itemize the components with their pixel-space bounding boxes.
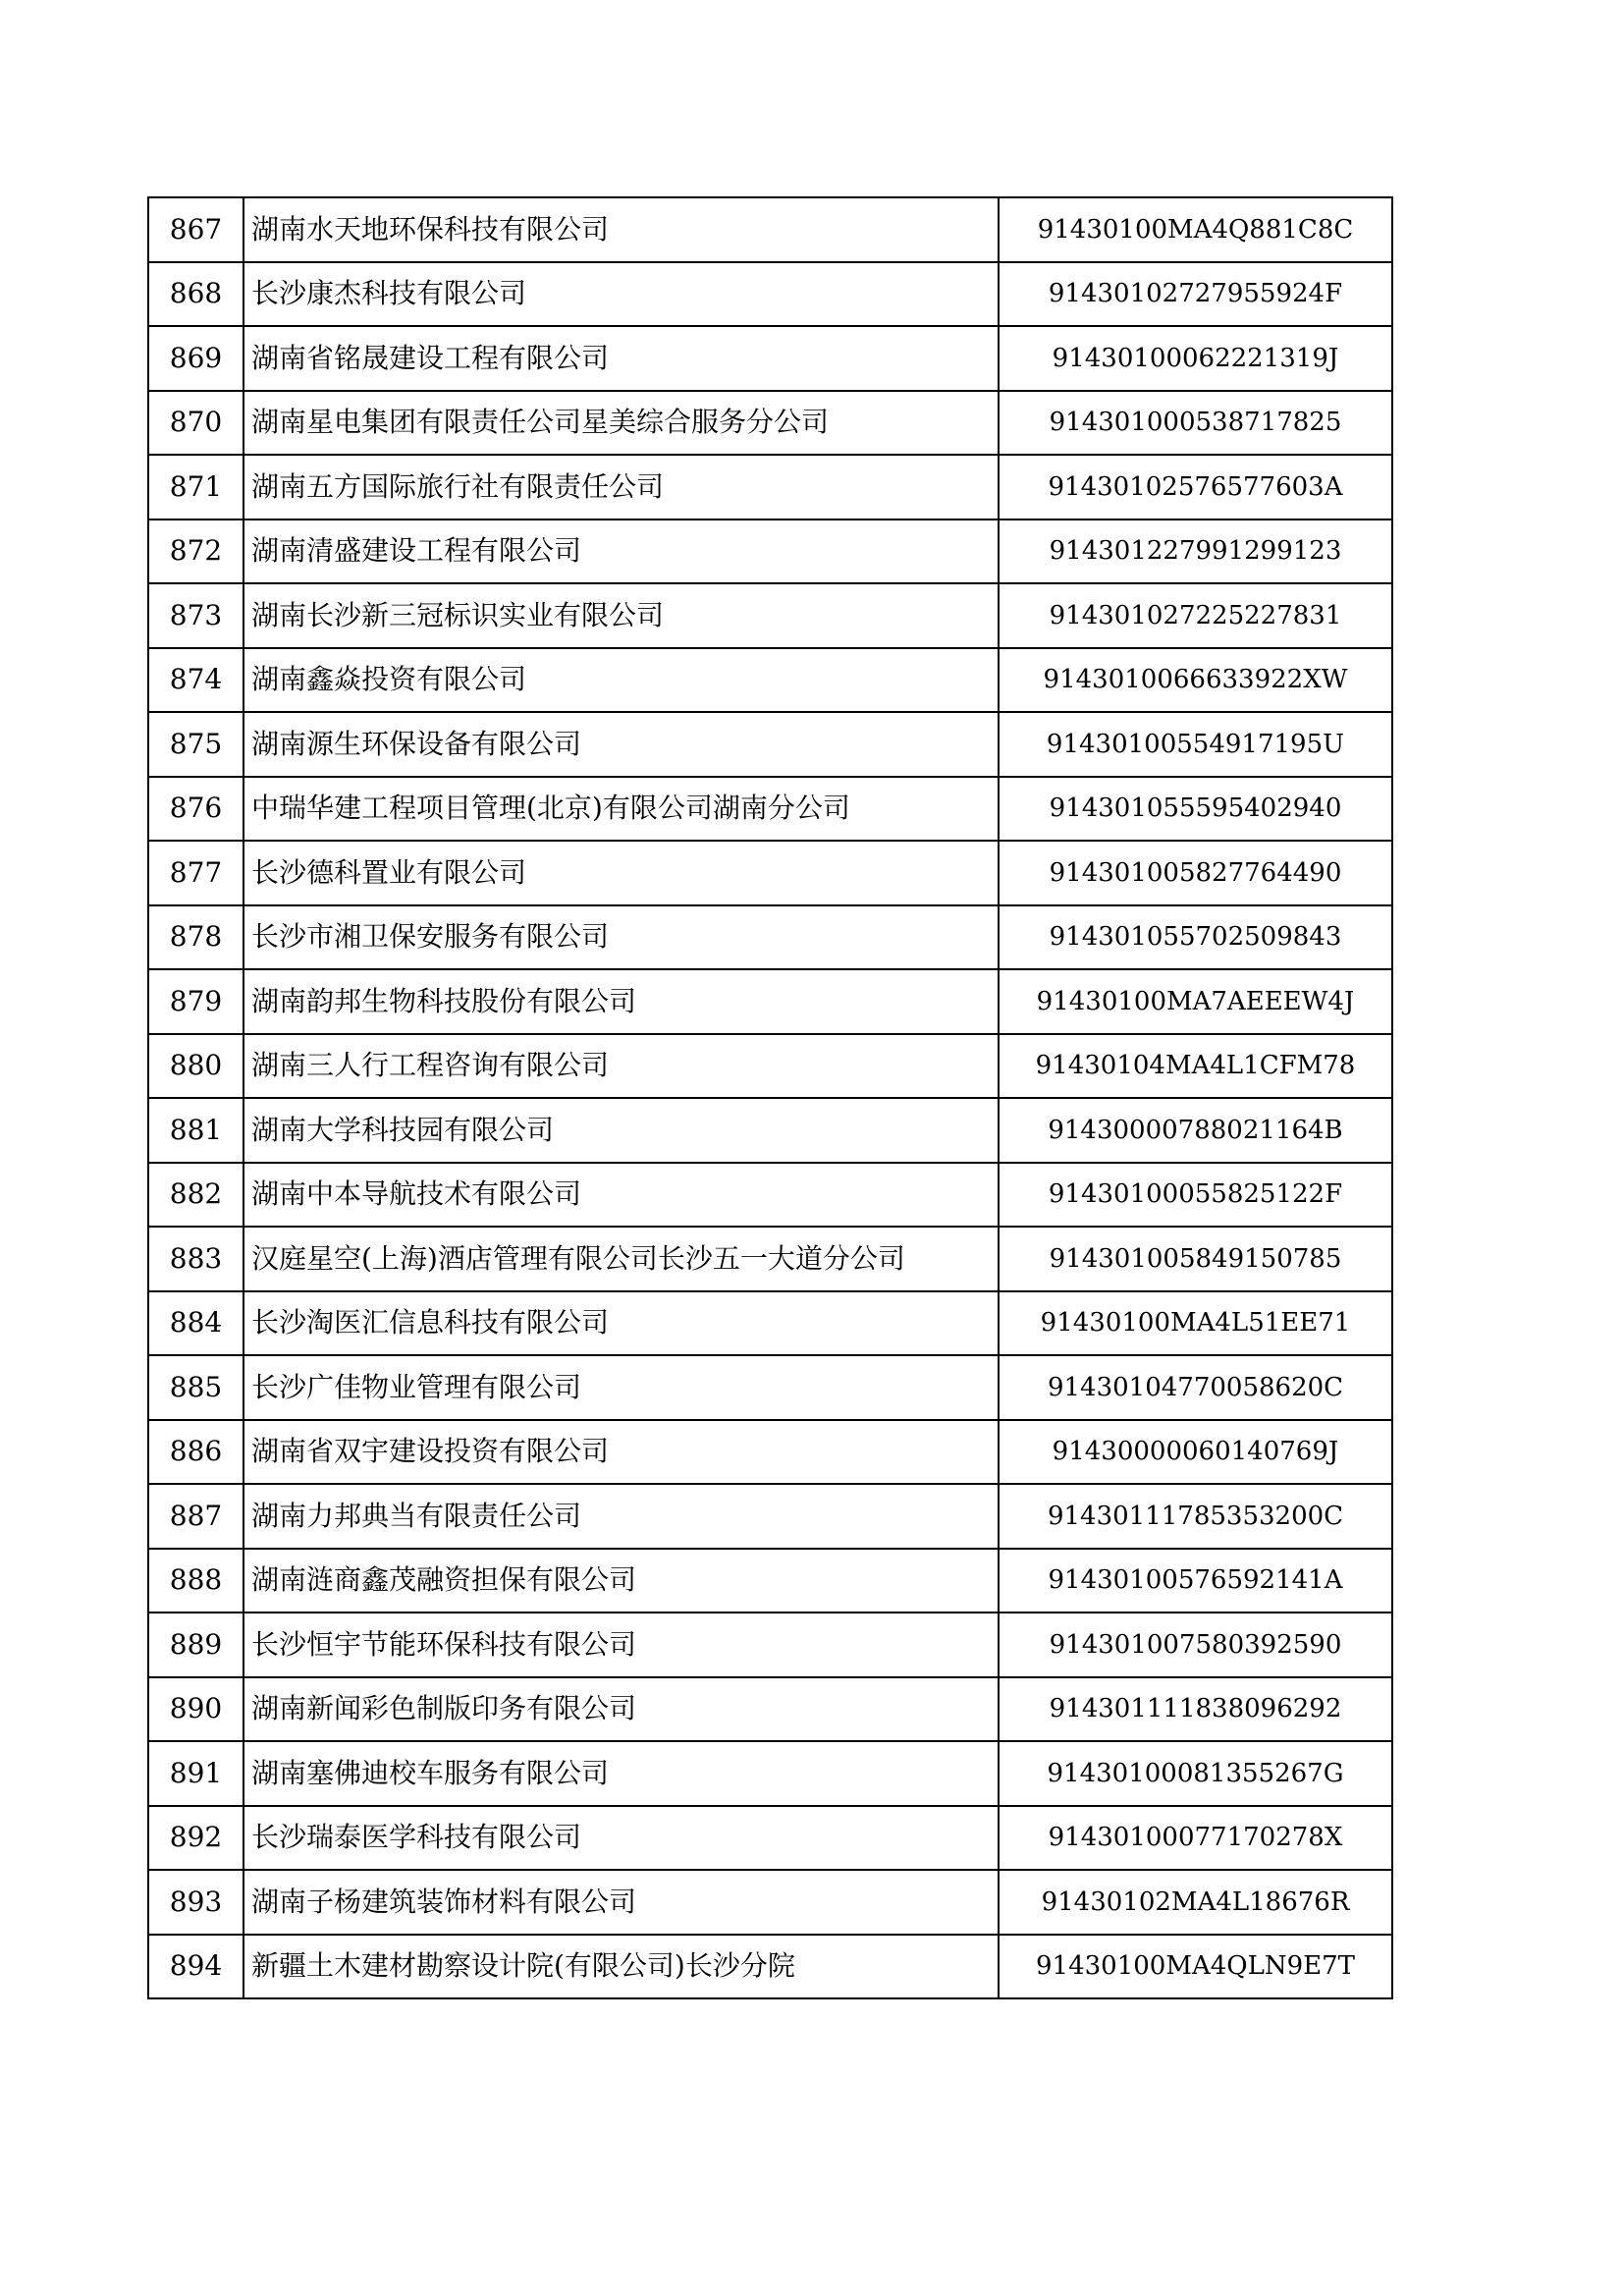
row-number: 891 (148, 1741, 243, 1806)
company-name: 汉庭星空(上海)酒店管理有限公司长沙五一大道分公司 (243, 1227, 999, 1291)
table-row (148, 1291, 1392, 1356)
table-row (148, 905, 1392, 970)
row-number: 873 (148, 583, 243, 648)
credit-code: 914301005827764490 (999, 841, 1392, 905)
row-number: 871 (148, 455, 243, 519)
row-number: 870 (148, 391, 243, 456)
row-number: 875 (148, 712, 243, 777)
table-row (148, 841, 1392, 905)
row-number: 869 (148, 326, 243, 391)
table-row (148, 1613, 1392, 1677)
company-name: 湖南鑫焱投资有限公司 (243, 648, 999, 713)
company-name: 湖南省双宇建设投资有限公司 (243, 1420, 999, 1485)
credit-code: 91430100077170278X (999, 1806, 1392, 1871)
table-row (148, 1420, 1392, 1485)
credit-code: 91430102MA4L18676R (999, 1870, 1392, 1935)
table-row (148, 262, 1392, 327)
company-name: 湖南三人行工程咨询有限公司 (243, 1034, 999, 1099)
credit-code: 91430100MA7AEEEW4J (999, 969, 1392, 1034)
table-row (148, 712, 1392, 777)
company-name: 湖南省铭晟建设工程有限公司 (243, 326, 999, 391)
table-row (148, 455, 1392, 519)
credit-code: 91430100554917195U (999, 712, 1392, 777)
company-name: 长沙淘医汇信息科技有限公司 (243, 1291, 999, 1356)
credit-code: 91430100081355267G (999, 1741, 1392, 1806)
row-number: 888 (148, 1549, 243, 1613)
company-rows (148, 197, 1392, 1998)
row-number: 894 (148, 1935, 243, 1999)
company-name: 湖南力邦典当有限责任公司 (243, 1484, 999, 1549)
row-number: 884 (148, 1291, 243, 1356)
row-number: 885 (148, 1355, 243, 1420)
table-row (148, 648, 1392, 713)
row-number: 886 (148, 1420, 243, 1485)
credit-code: 914301000538717825 (999, 391, 1392, 456)
table-row (148, 1163, 1392, 1228)
company-name: 湖南星电集团有限责任公司星美综合服务分公司 (243, 391, 999, 456)
row-number: 880 (148, 1034, 243, 1099)
table-row (148, 1227, 1392, 1291)
credit-code: 91430100MA4L51EE71 (999, 1291, 1392, 1356)
company-name: 长沙德科置业有限公司 (243, 841, 999, 905)
table-row (148, 1741, 1392, 1806)
credit-code: 914301007580392590 (999, 1613, 1392, 1677)
company-name: 湖南大学科技园有限公司 (243, 1098, 999, 1163)
credit-code: 914301027225227831 (999, 583, 1392, 648)
credit-code: 9143010066633922XW (999, 648, 1392, 713)
table-row (148, 1806, 1392, 1871)
table-row (148, 391, 1392, 456)
table-row (148, 1355, 1392, 1420)
company-name: 湖南水天地环保科技有限公司 (243, 197, 999, 262)
credit-code: 91430100MA4Q881C8C (999, 197, 1392, 262)
credit-code: 91430100576592141A (999, 1549, 1392, 1613)
table-row (148, 326, 1392, 391)
row-number: 879 (148, 969, 243, 1034)
credit-code: 914301227991299123 (999, 519, 1392, 584)
company-name: 长沙市湘卫保安服务有限公司 (243, 905, 999, 970)
credit-code: 91430111785353200C (999, 1484, 1392, 1549)
row-number: 872 (148, 519, 243, 584)
table-row (148, 1549, 1392, 1613)
company-name: 长沙广佳物业管理有限公司 (243, 1355, 999, 1420)
company-name: 湖南涟商鑫茂融资担保有限公司 (243, 1549, 999, 1613)
table-row (148, 1098, 1392, 1163)
credit-code: 91430104MA4L1CFM78 (999, 1034, 1392, 1099)
table-row (148, 1677, 1392, 1742)
table-row (148, 1034, 1392, 1099)
row-number: 889 (148, 1613, 243, 1677)
credit-code: 91430000788021164B (999, 1098, 1392, 1163)
table-row (148, 777, 1392, 842)
company-name: 湖南源生环保设备有限公司 (243, 712, 999, 777)
company-name: 湖南五方国际旅行社有限责任公司 (243, 455, 999, 519)
row-number: 890 (148, 1677, 243, 1742)
company-table (147, 196, 1393, 1999)
table-row (148, 1870, 1392, 1935)
company-name: 湖南韵邦生物科技股份有限公司 (243, 969, 999, 1034)
row-number: 874 (148, 648, 243, 713)
table-row (148, 519, 1392, 584)
table-row (148, 1935, 1392, 1999)
company-name: 湖南中本导航技术有限公司 (243, 1163, 999, 1228)
row-number: 878 (148, 905, 243, 970)
company-name: 湖南塞佛迪校车服务有限公司 (243, 1741, 999, 1806)
table-row (148, 969, 1392, 1034)
row-number: 868 (148, 262, 243, 327)
credit-code: 91430000060140769J (999, 1420, 1392, 1485)
company-name: 湖南新闻彩色制版印务有限公司 (243, 1677, 999, 1742)
credit-code: 914301005849150785 (999, 1227, 1392, 1291)
table-row (148, 197, 1392, 262)
credit-code: 91430100055825122F (999, 1163, 1392, 1228)
row-number: 867 (148, 197, 243, 262)
credit-code: 91430100062221319J (999, 326, 1392, 391)
credit-code: 914301055702509843 (999, 905, 1392, 970)
credit-code: 91430102727955924F (999, 262, 1392, 327)
credit-code: 91430102576577603A (999, 455, 1392, 519)
company-name: 长沙瑞泰医学科技有限公司 (243, 1806, 999, 1871)
company-name: 长沙康杰科技有限公司 (243, 262, 999, 327)
row-number: 892 (148, 1806, 243, 1871)
credit-code: 91430100MA4QLN9E7T (999, 1935, 1392, 1999)
table-row (148, 583, 1392, 648)
company-name: 中瑞华建工程项目管理(北京)有限公司湖南分公司 (243, 777, 999, 842)
company-name: 湖南子杨建筑装饰材料有限公司 (243, 1870, 999, 1935)
row-number: 877 (148, 841, 243, 905)
company-name: 长沙恒宇节能环保科技有限公司 (243, 1613, 999, 1677)
row-number: 876 (148, 777, 243, 842)
row-number: 893 (148, 1870, 243, 1935)
row-number: 882 (148, 1163, 243, 1228)
credit-code: 914301055595402940 (999, 777, 1392, 842)
company-name: 新疆土木建材勘察设计院(有限公司)长沙分院 (243, 1935, 999, 1999)
table-row (148, 1484, 1392, 1549)
row-number: 883 (148, 1227, 243, 1291)
company-name: 湖南长沙新三冠标识实业有限公司 (243, 583, 999, 648)
company-name: 湖南清盛建设工程有限公司 (243, 519, 999, 584)
row-number: 887 (148, 1484, 243, 1549)
credit-code: 914301111838096292 (999, 1677, 1392, 1742)
credit-code: 91430104770058620C (999, 1355, 1392, 1420)
row-number: 881 (148, 1098, 243, 1163)
